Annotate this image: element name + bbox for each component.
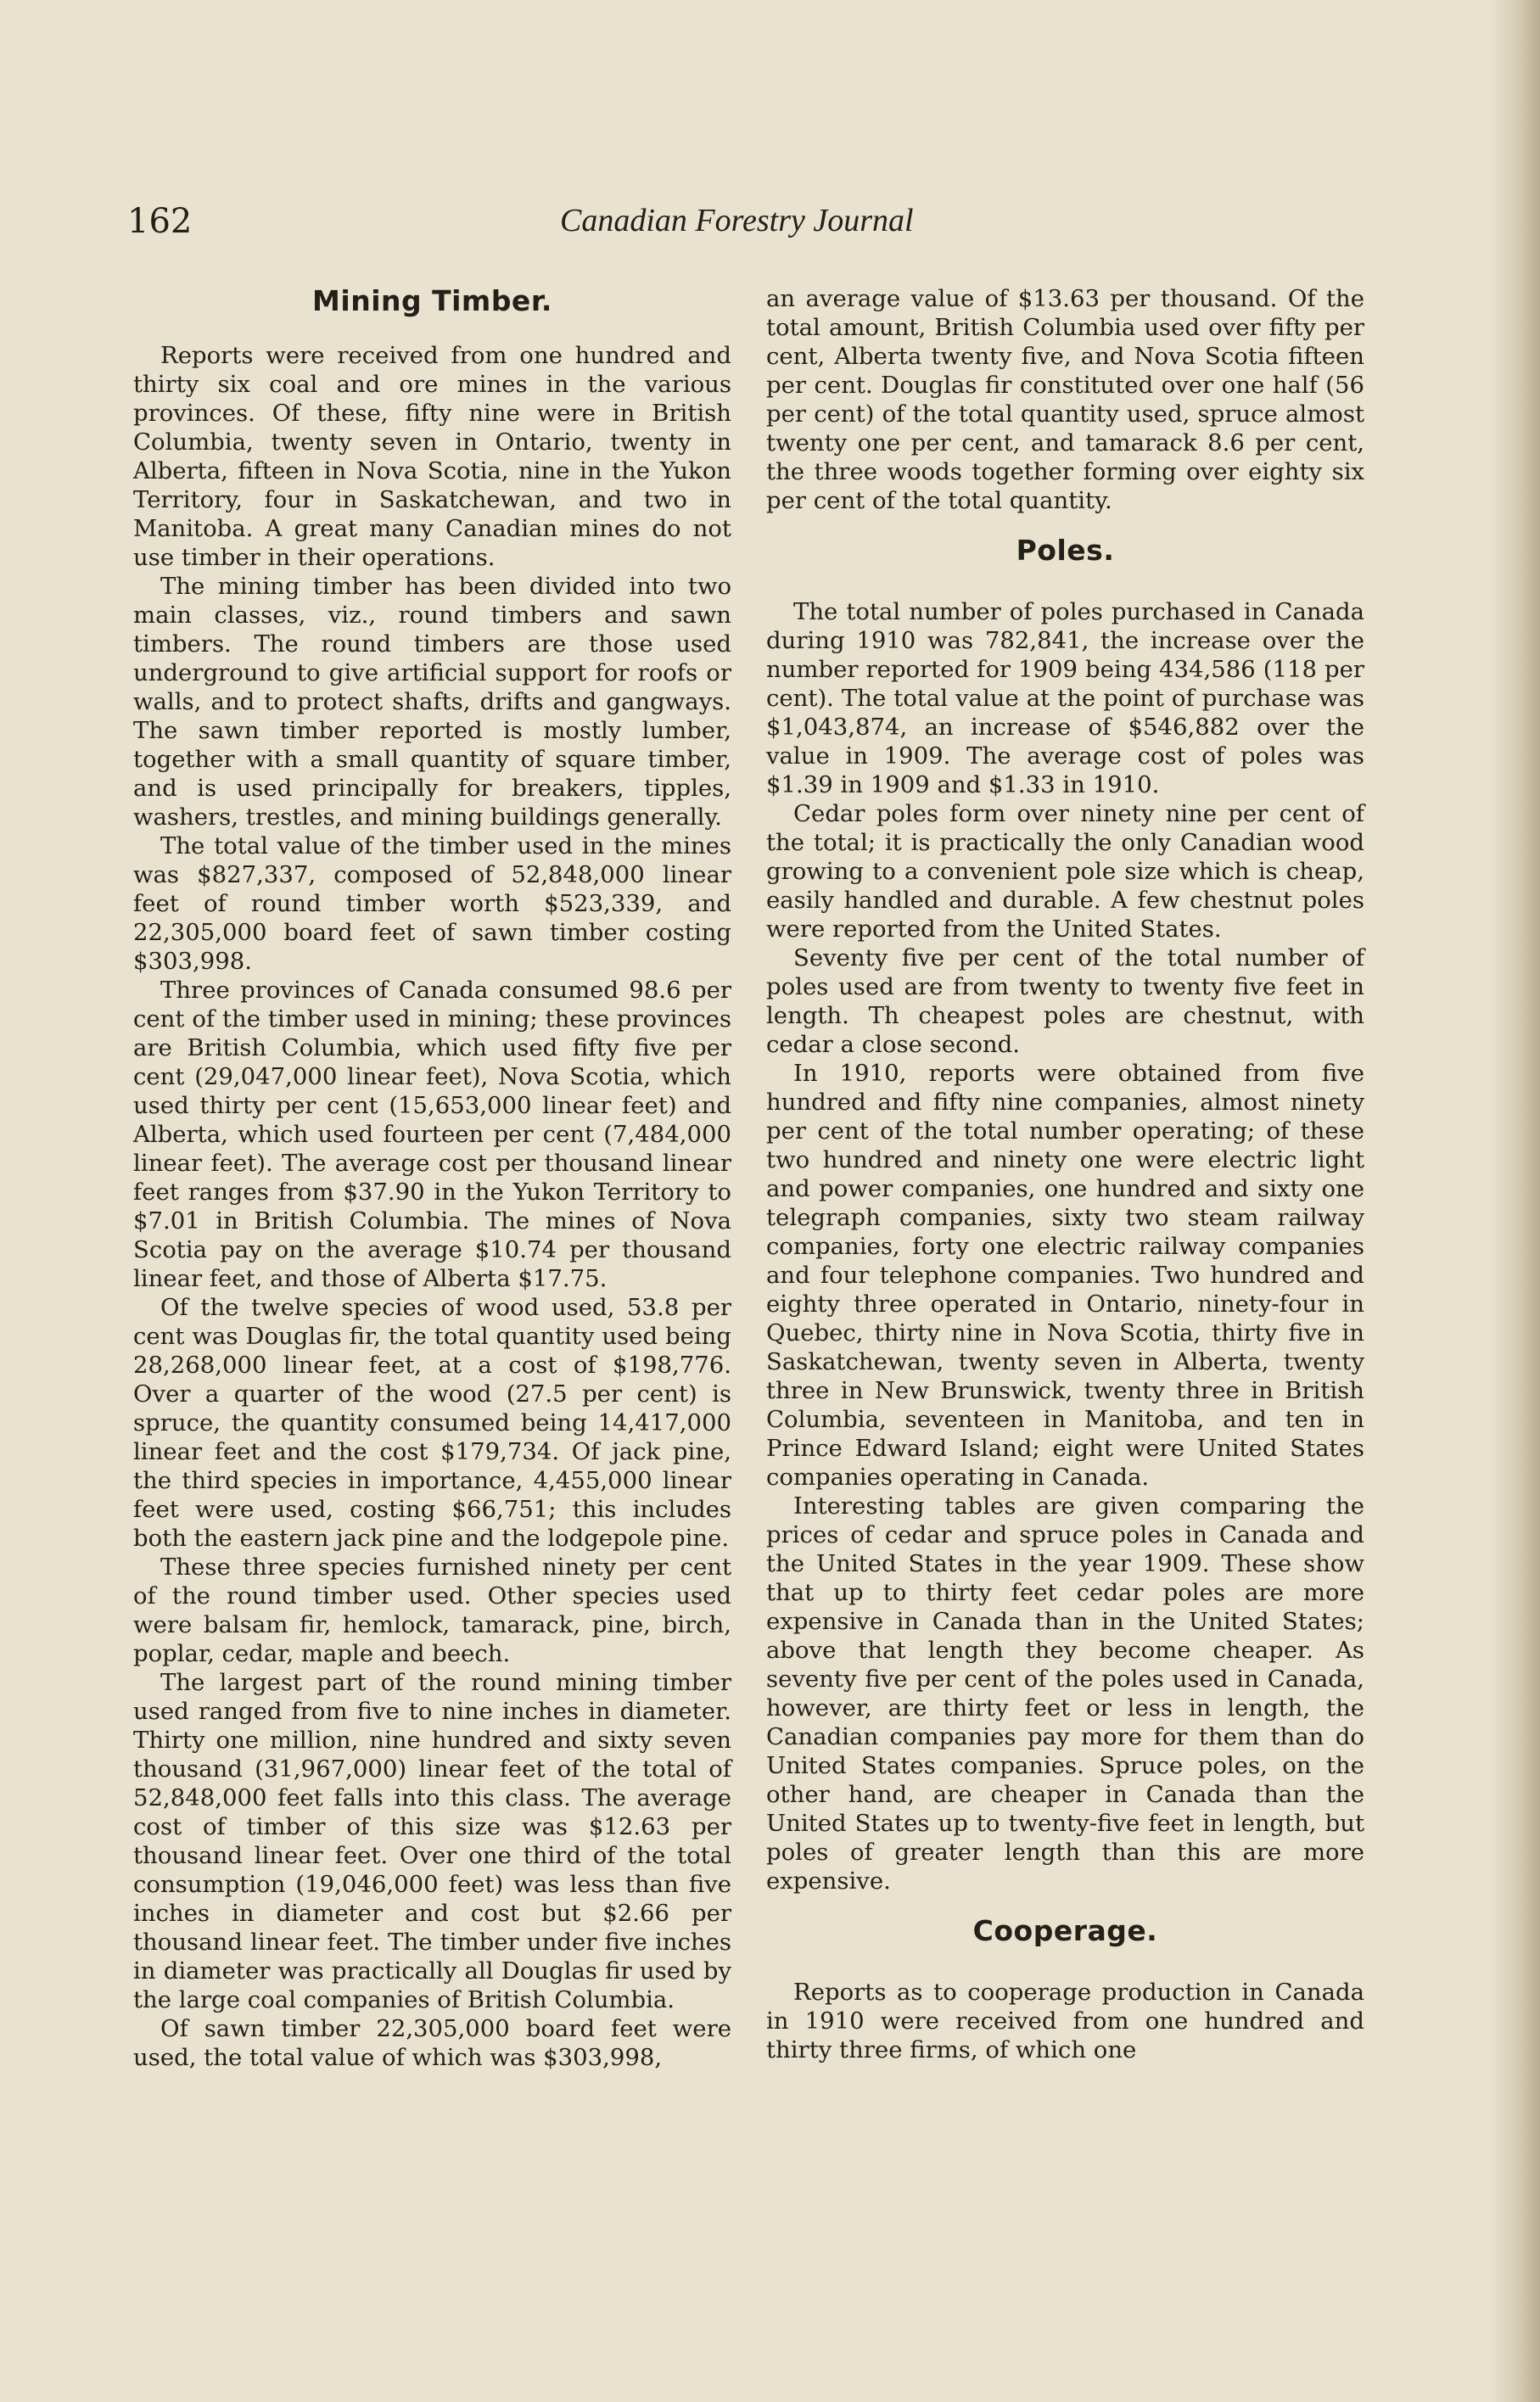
paragraph: Reports were received from one hundred and thirty six coal and ore mines in the various provinces. Of these, fifty nine were in British Columbia, twenty seven in Ontario, twenty in Alberta, fifteen in Nova Scotia, nine in the Yukon Territory, four in Saskatchewan, and two in Manitoba. A great many Canadian mines do not use timber in their operations.: [133, 342, 731, 571]
section-heading-poles: Poles.: [1016, 534, 1115, 567]
page-edge-shadow: [1489, 0, 1540, 2402]
section-heading-cooperage: Cooperage.: [972, 1914, 1158, 1947]
paragraph: Of the twelve species of wood used, 53.8 per cent was Douglas fir, the total quantity used being 28,268,000 linear feet, at a cost of $198,776. Over a quarter of the wood (27.5 per cent) is spruce, the quantity consumed being 14,417,000 linear feet and the cost $179,734. Of jack pine, the third species in importance, 4,455,000 linear feet were used, costing $66,751; this includes both the eastern jack pine and the lodgepole pine.: [133, 1294, 731, 1552]
paragraph: Of sawn timber 22,305,000 board feet were used, the total value of which was $303,998,: [133, 2015, 731, 2071]
paragraph: The total value of the timber used in the mines was $827,337, composed of 52,848,000 linear feet of round timber worth $523,339, and 22,305,000 board feet of sawn timber costing $303,998.: [133, 832, 731, 975]
paragraph: Reports as to cooperage production in Canada in 1910 were received from one hundred and thirty three firms, of which one: [766, 1979, 1364, 2063]
left-column: [133, 284, 731, 2072]
paragraph: Interesting tables are given comparing the prices of cedar and spruce poles in Canada and the United States in the year 1909. These show that up to thirty feet cedar poles are more expensive in Canada than in the United States; above that length they become cheaper. As seventy five per cent of the poles used in Canada, however, are thirty feet or less in length, the Canadian companies pay more for them than do United States companies. Spruce poles, on the other hand, are cheaper in Canada than the United States up to twenty-five feet in length, but poles of greater length than this are more expensive.: [766, 1492, 1364, 1895]
paragraph: Cedar poles form over ninety nine per cent of the total; it is practically the only Canadian wood growing to a convenient pole size which is cheap, easily handled and durable. A few chestnut poles were reported from the United States.: [766, 800, 1364, 943]
page-number: 162: [127, 202, 193, 241]
running-head: [127, 202, 1366, 253]
paragraph: The largest part of the round mining timber used ranged from five to nine inches in diameter. Thirty one million, nine hundred and sixty seven thousand (31,967,000) linear feet of the total of 52,848,000 feet falls into this class. The average cost of timber of this size was $12.63 per thousand linear feet. Over one third of the total consumption (19,046,000 feet) was less than five inches in diameter and cost but $2.66 per thousand linear feet. The timber under five inches in diameter was practically all Douglas fir used by the large coal companies of British Columbia.: [133, 1669, 731, 2013]
paragraph: The total number of poles purchased in Canada during 1910 was 782,841, the increase over the number reported for 1909 being 434,586 (118 per cent). The total value at the point of purchase was $1,043,874, an increase of $546,882 over the value in 1909. The average cost of poles was $1.39 in 1909 and $1.33 in 1910.: [766, 598, 1364, 798]
paragraph: Seventy five per cent of the total number of poles used are from twenty to twenty five feet in length. Th cheapest poles are chestnut, with cedar a close second.: [766, 944, 1364, 1058]
paragraph: These three species furnished ninety per cent of the round timber used. Other species used were balsam fir, hemlock, tamarack, pine, birch, poplar, cedar, maple and beech.: [133, 1554, 731, 1667]
paragraph: In 1910, reports were obtained from five hundred and fifty nine companies, almost ninety per cent of the total number operating; of these two hundred and ninety one were electric light and power companies, one hundred and sixty one telegraph companies, sixty two steam railway companies, forty one electric railway companies and four telephone companies. Two hundred and eighty three operated in Ontario, ninety-four in Quebec, thirty nine in Nova Scotia, thirty five in Saskatchewan, twenty seven in Alberta, twenty three in New Brunswick, twenty three in British Columbia, seventeen in Manitoba, and ten in Prince Edward Island; eight were United States companies operating in Canada.: [766, 1060, 1364, 1491]
paragraph-continuation: an average value of $13.63 per thousand. Of the total amount, British Columbia used over fifty per cent, Alberta twenty five, and Nova Scotia fifteen per cent. Douglas fir constituted over one half (56 per cent) of the total quantity used, spruce almost twenty one per cent, and tamarack 8.6 per cent, the three woods together forming over eighty six per cent of the total quantity.: [766, 285, 1364, 514]
paragraph: The mining timber has been divided into two main classes, viz., round timbers and sawn timbers. The round timbers are those used underground to give artificial support for roofs or walls, and to protect shafts, drifts and gangways. The sawn timber reported is mostly lumber, together with a small quantity of square timber, and is used principally for breakers, tipples, washers, trestles, and mining buildings generally.: [133, 573, 731, 831]
right-column: [766, 284, 1364, 2064]
journal-title: Canadian Forestry Journal: [560, 203, 914, 238]
section-heading-mining-timber: Mining Timber.: [312, 284, 552, 317]
paragraph: Three provinces of Canada consumed 98.6 per cent of the timber used in mining; these provinces are British Columbia, which used fifty five per cent (29,047,000 linear feet), Nova Scotia, which used thirty per cent (15,653,000 linear feet) and Alberta, which used fourteen per cent (7,484,000 linear feet). The average cost per thousand linear feet ranges from $37.90 in the Yukon Territory to $7.01 in British Columbia. The mines of Nova Scotia pay on the average $10.74 per thousand linear feet, and those of Alberta $17.75.: [133, 977, 731, 1292]
